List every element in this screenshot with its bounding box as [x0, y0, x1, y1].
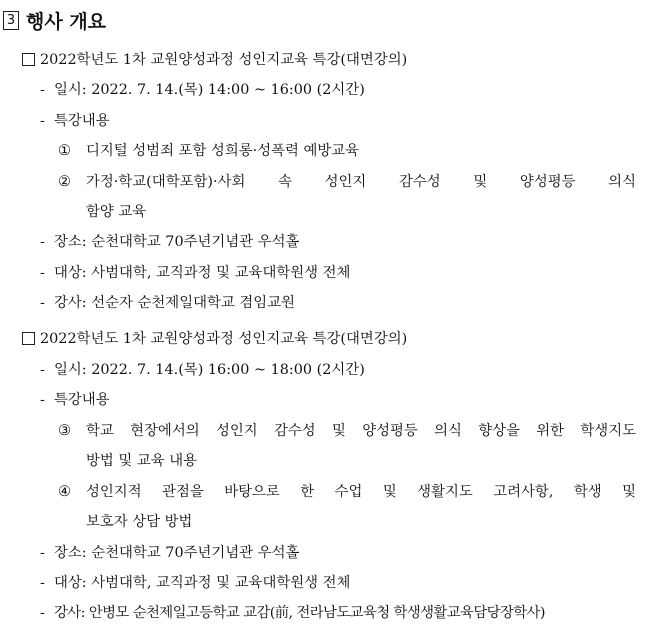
topic-text: 성인지적 관점을 바탕으로 한 수업 및 생활지도 고려사항, 학생 및 — [86, 484, 636, 500]
topic-text: 가정·학교(대학포함)·사회 속 성인지 감수성 및 양성평등 의식 — [86, 174, 636, 190]
topic-item — [58, 421, 636, 441]
topic-item — [58, 482, 636, 502]
event-content-label: - 특강내용 — [40, 111, 110, 131]
event-content-label: - 특강내용 — [40, 390, 110, 410]
topic-text-continued: 방법 및 교육 내용 — [86, 453, 198, 469]
topic-number: ③ — [58, 423, 71, 439]
topic-text-continued: 보호자 상담 방법 — [86, 514, 193, 530]
event-target: - 대상: 사범대학, 교직과정 및 교육대학원생 전체 — [40, 263, 350, 283]
section-title: 행사 개요 — [26, 10, 107, 33]
event-place: - 장소: 순천대학교 70주년기념관 우석홀 — [40, 543, 299, 563]
section-heading — [3, 6, 106, 34]
event-title: 2022학년도 1차 교원양성과정 성인지교육 특강(대면강의) — [22, 50, 407, 70]
topic-number: ④ — [58, 484, 71, 500]
event-title: 2022학년도 1차 교원양성과정 성인지교육 특강(대면강의) — [22, 329, 407, 349]
section-number: 3 — [3, 11, 19, 30]
event-lecturer: - 강사: 안병모 순천제일고등학교 교감(前, 전라남도교육청 학생생활교육담당장학사) — [40, 603, 545, 623]
topic-text: 디지털 성범죄 포함 성희롱·성폭력 예방교육 — [86, 143, 360, 159]
checkbox-icon — [22, 53, 35, 66]
topic-number: ② — [58, 174, 71, 190]
topic-item — [58, 141, 636, 161]
topic-text-continued: 함양 교육 — [86, 204, 147, 220]
event-date: - 일시: 2022. 7. 14.(목) 14:00 ~ 16:00 (2시간) — [40, 80, 365, 100]
event-date: - 일시: 2022. 7. 14.(목) 16:00 ~ 18:00 (2시간) — [40, 360, 365, 380]
topic-number: ① — [58, 143, 71, 159]
event-lecturer: - 강사: 선순자 순천제일대학교 겸임교원 — [40, 293, 295, 313]
topic-text: 학교 현장에서의 성인지 감수성 및 양성평등 의식 향상을 위한 학생지도 — [86, 423, 636, 439]
event-target: - 대상: 사범대학, 교직과정 및 교육대학원생 전체 — [40, 573, 350, 593]
event-place: - 장소: 순천대학교 70주년기념관 우석홀 — [40, 232, 299, 252]
topic-item — [58, 172, 636, 192]
checkbox-icon — [22, 332, 35, 345]
